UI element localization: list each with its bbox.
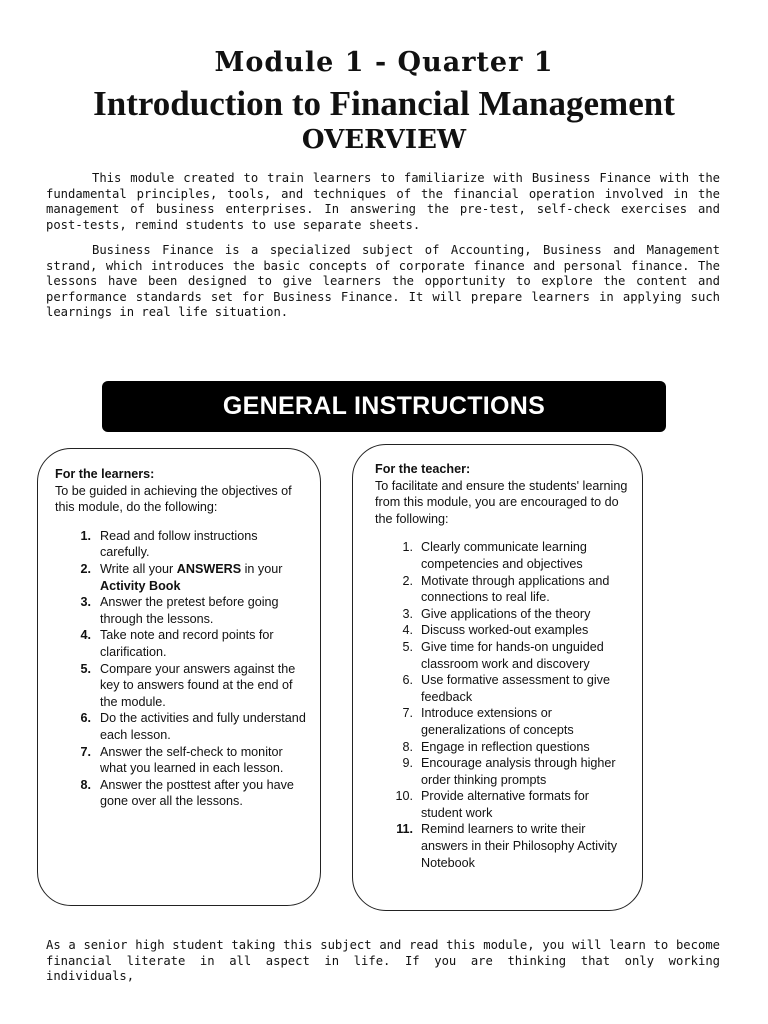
overview-paragraph-2 (46, 243, 720, 321)
list-text-pre: Write all your (100, 561, 177, 576)
list-item (55, 528, 306, 561)
list-number: 7. (402, 706, 413, 721)
module-heading: Module 1 - Quarter 1 (214, 47, 554, 78)
list-number: 10. (395, 789, 413, 804)
overview-paragraph-1-text: This module created to train learners to familiarize with Business Finance with the fundamental principles, tools, and techniques of the financial operation involved in the management of business enterprises. In answering the pre-test, self-check exercises and post-tests, remind students to use separate sheets. (46, 171, 720, 232)
list-text-bold-activity-book: Activity Book (100, 578, 181, 593)
list-number: 11. (396, 822, 413, 837)
list-item (375, 622, 628, 639)
list-text: Motivate through applications and connections to real life. (421, 573, 610, 605)
learners-heading: For the learners: (55, 467, 155, 481)
section-title-overview: OVERVIEW (301, 125, 467, 155)
list-number: 1. (80, 528, 91, 543)
list-item (55, 627, 306, 660)
list-item (375, 821, 628, 871)
closing-paragraph: As a senior high student taking this subject and read this module, you will learn to become financial literate in all aspect in life. If you are thinking that only working individuals, (46, 938, 720, 983)
teacher-instructions-box (352, 444, 643, 911)
list-number: 3. (402, 606, 413, 621)
list-number: 1. (402, 540, 413, 555)
learners-intro: To be guided in achieving the objectives of this module, do the following: (55, 483, 292, 515)
list-number: 8. (80, 777, 91, 792)
list-item (55, 777, 306, 810)
teacher-intro: To facilitate and ensure the students' learning from this module, you are encouraged to do the following: (375, 478, 628, 526)
list-text: Take note and record points for clarification. (100, 628, 274, 659)
list-text: Introduce extensions or generalizations of concepts (421, 706, 574, 737)
list-text: Engage in reflection questions (421, 739, 590, 754)
page-title: Introduction to Financial Management (93, 84, 675, 123)
list-number: 4. (80, 628, 91, 643)
list-text: Read and follow instructions carefully. (100, 528, 258, 560)
list-item (375, 672, 628, 705)
list-item (55, 594, 306, 627)
list-text: Provide alternative formats for student work (421, 789, 589, 820)
list-number: 6. (80, 711, 91, 726)
list-item (375, 539, 628, 572)
list-number: 5. (402, 639, 413, 654)
list-item (375, 606, 628, 623)
list-text: Give applications of the theory (421, 606, 591, 621)
list-item (55, 561, 306, 594)
list-item (375, 788, 628, 821)
list-number: 6. (402, 673, 413, 688)
list-text-bold-answers: ANSWERS (176, 561, 242, 576)
list-text: Use formative assessment to give feedback (421, 673, 610, 704)
overview-paragraph-2-text: Business Finance is a specialized subject of Accounting, Business and Management strand, which introduces the basic concepts of corporate finance and personal finance. The lessons have been designed to give learners the opportunity to explore the content and performance standards set for Business Finance. It will prepare learners in applying such learnings in real life situation. (46, 243, 720, 319)
list-text: Encourage analysis through higher order thinking prompts (421, 756, 616, 787)
list-number: 4. (402, 623, 413, 638)
list-number: 5. (80, 661, 91, 676)
list-text: Remind learners to write their answers in their Philosophy Activity Notebook (421, 822, 617, 870)
list-text: Answer the self-check to monitor what you learned in each lesson. (100, 744, 284, 776)
list-number: 8. (402, 739, 413, 754)
learners-list (55, 528, 306, 810)
teacher-list (375, 539, 628, 871)
list-item (375, 739, 628, 756)
list-text: Compare your answers against the key to answers found at the end of the module. (100, 661, 296, 709)
list-text: Do the activities and fully understand each lesson. (100, 711, 306, 742)
list-text: Discuss worked-out examples (421, 623, 589, 638)
list-item (375, 755, 628, 788)
list-item (375, 573, 628, 606)
list-number: 2. (80, 561, 91, 576)
learners-instructions-box (37, 448, 321, 906)
list-item (375, 705, 628, 738)
overview-paragraph-1 (46, 171, 720, 233)
list-item (55, 661, 306, 711)
teacher-heading: For the teacher: (375, 462, 471, 476)
list-text-mid: in your (241, 561, 283, 576)
list-text: Clearly communicate learning competencies and objectives (421, 540, 587, 571)
list-number: 2. (402, 573, 413, 588)
list-text: Answer the pretest before going through the lessons. (100, 595, 279, 626)
list-number: 3. (80, 595, 91, 610)
list-item (55, 744, 306, 777)
list-number: 9. (402, 756, 413, 771)
list-text: Answer the posttest after you have gone over all the lessons. (100, 777, 294, 809)
list-item (55, 710, 306, 743)
list-text: Give time for hands-on unguided classroom work and discovery (421, 639, 604, 671)
general-instructions-banner: GENERAL INSTRUCTIONS (102, 381, 666, 432)
list-item (375, 639, 628, 672)
list-number: 7. (80, 744, 91, 759)
